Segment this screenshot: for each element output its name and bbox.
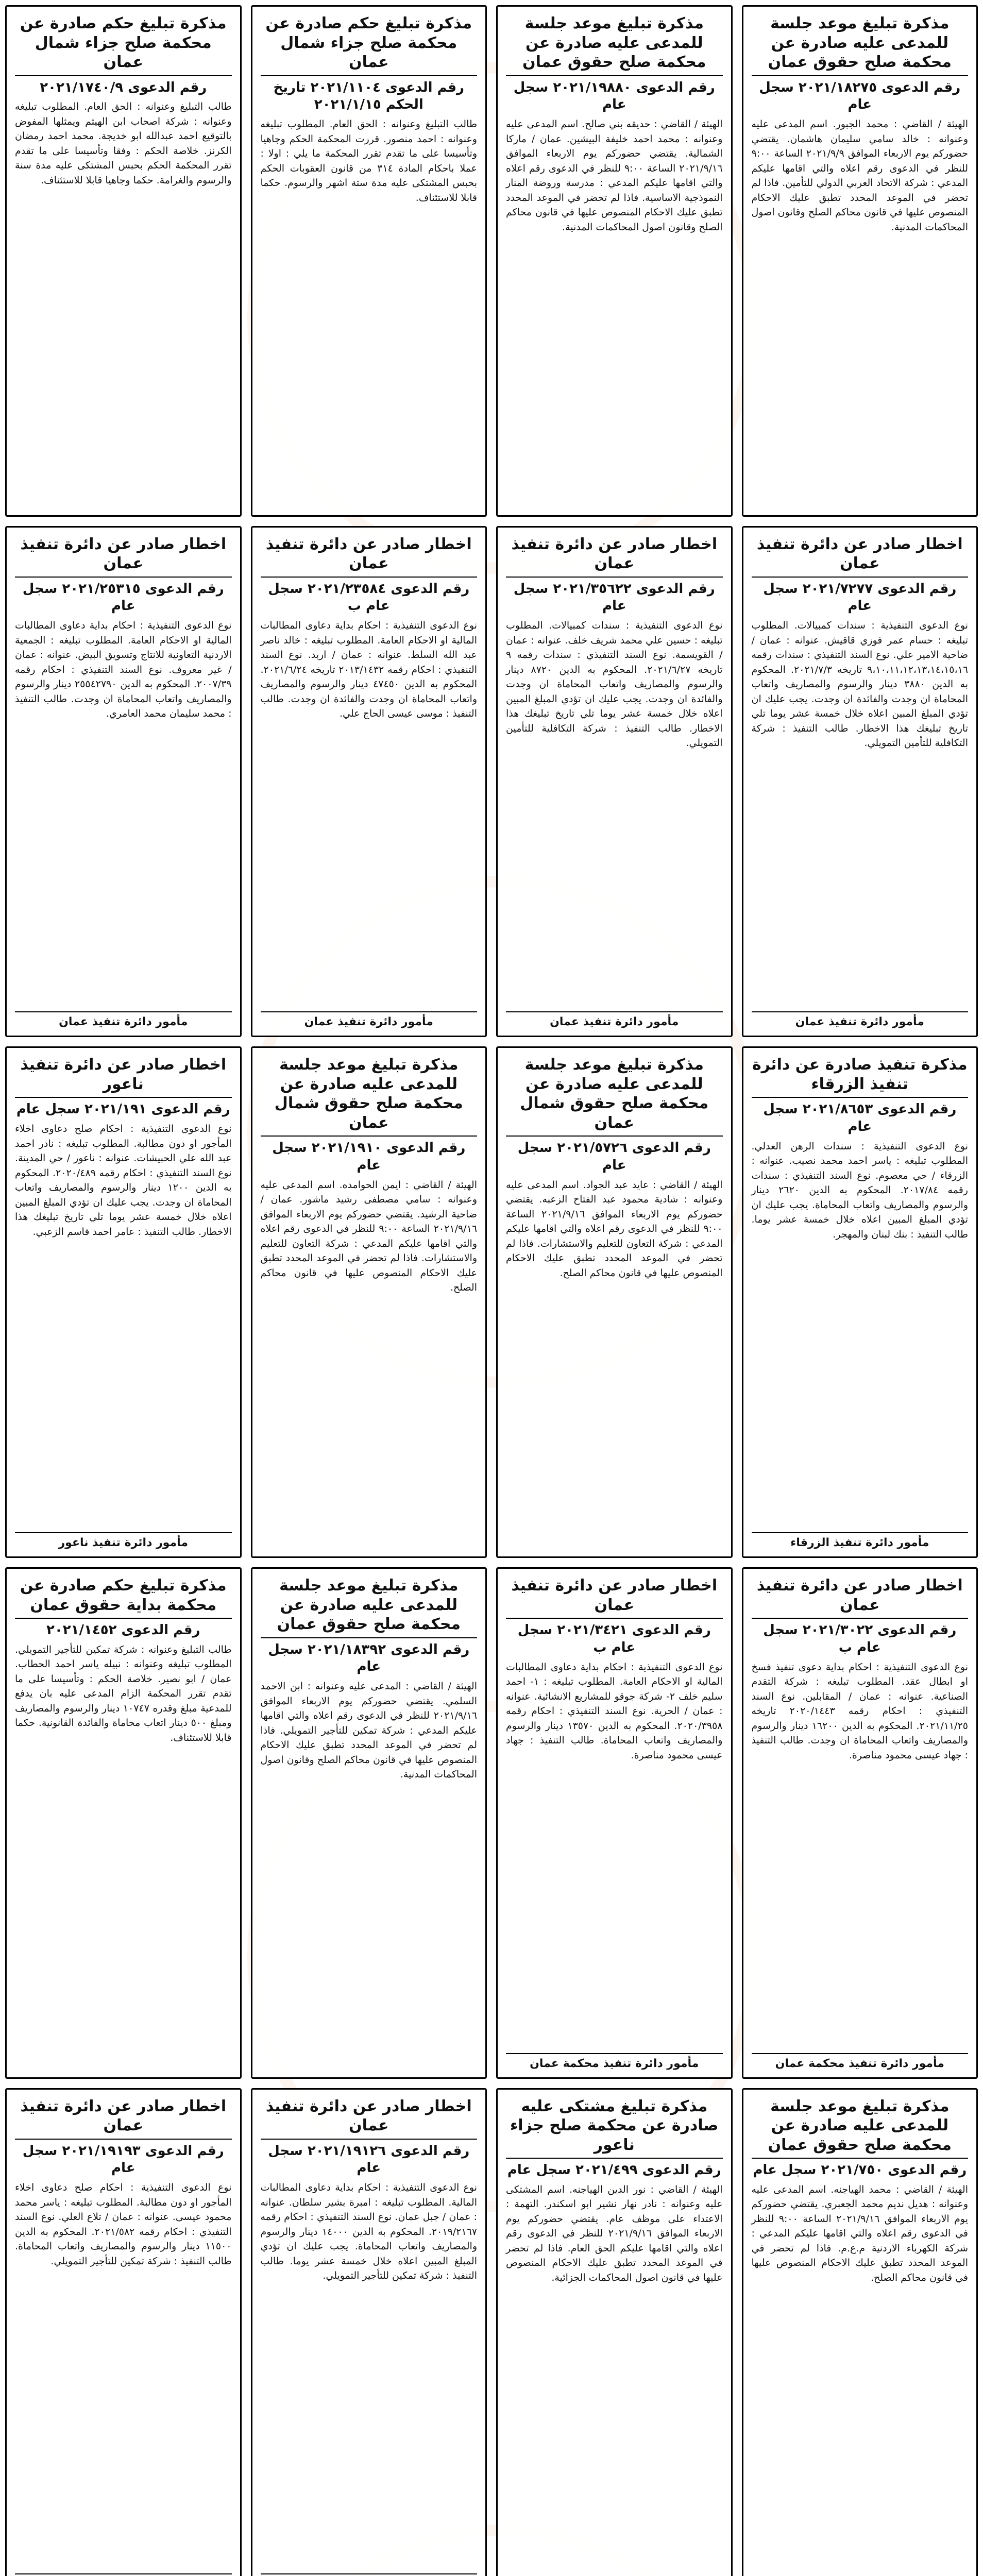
legal-notice <box>5 5 242 517</box>
notice-heading: اخطار صادر عن دائرة تنفيذ ناعور <box>15 1055 232 1098</box>
case-number: رقم الدعوى ٢٠٢١/١٨٣٩٢ سجل عام <box>268 1641 470 1675</box>
notice-body: طالب التبليغ وعنوانه : شركة تمكين للتأجير التمويلي. المطلوب تبليغه وعنوانه : نبيله ياسر احمد الحطاب. عمان / ابو نصير. خلاصة الحكم : وتأسيسا على ما تقدم تقرر المحكمة الزام المدعى عليه بان يدفع للمدعية مبلغ وقدره ١٠٧٤٧ دينار والرسوم والمصاريف ومبلغ ٥٠٠ دينار اتعاب محاماة والفائدة القانونية. حكما قابلا للاستئناف. <box>15 1643 232 1743</box>
notice-signature: مأمور دائرة تنفيذ محكمة عمان <box>752 2053 969 2070</box>
notice-heading: اخطار صادر عن دائرة تنفيذ عمان <box>506 535 723 578</box>
case-number: رقم الدعوى ٢٠٢١/١٩١٩٣ سجل عام <box>22 2143 224 2176</box>
legal-notice <box>496 526 733 1038</box>
notice-body: نوع الدعوى التنفيذية : سندات كمبيالات. المطلوب تبليغه : حسين علي محمد شريف خلف. عنوانه : عمان / القويسمة. نوع السند التنفيذي : سندات رقمه ٩ تاريخه ٢٠٢١/٦/٢٧. المحكوم به الدين ٨٧٢٠ دينار والرسوم والمصاريف واتعاب المحاماة ان وجدت والفائدة ان وجدت. يجب عليك ان تؤدي المبلغ المبين اعلاه خلال خمسة عشر يوما تلي تاريخ تبليغك هذا الاخطار. طالب التنفيذ : شركة التكافلية للتأمين التمويلي. <box>506 620 723 749</box>
legal-notice <box>251 526 487 1038</box>
case-number: رقم الدعوى ٢٠٢١/٥٧٢٦ سجل عام <box>517 1140 711 1174</box>
legal-notice <box>742 1046 978 1558</box>
notice-heading: مذكرة تبليغ مشتكى عليه صادرة عن محكمة صلح جزاء ناعور <box>506 2097 723 2159</box>
case-number: رقم الدعوى ٢٠٢١/١٩٨٨٠ سجل عام <box>513 79 715 113</box>
case-number: رقم الدعوى ٢٠٢١/١٩١٢٦ سجل عام <box>268 2143 470 2176</box>
case-number: رقم الدعوى ٢٠٢١/٣٠٢٢ سجل عام ب <box>763 1622 957 1655</box>
case-number: رقم الدعوى ٢٠٢١/١٧٤٠/٩ <box>40 79 207 95</box>
case-number: رقم الدعوى ٢٠٢١/٢٥٣١٥ سجل عام <box>22 581 224 614</box>
notice-signature: مأمور دائرة تنفيذ محكمة عمان <box>506 2053 723 2070</box>
notice-heading: مذكرة تبليغ موعد جلسة للمدعى عليه صادرة عن محكمة صلح حقوق عمان <box>261 1576 478 1638</box>
notice-body: نوع الدعوى التنفيذية : احكام صلح دعاوى اخلاء المأجور او دون مطالبة. المطلوب تبليغه : نادر احمد عبد الله علي الحبيشات. عنوانه : ناعور / حي المدينة. نوع السند التنفيذي : احكام رقمه ٢٠٢٠/٤٨٩. المحكوم به الدين ١٢٠٠ دينار والرسوم والمصاريف واتعاب المحاماة ان وجدت. يجب عليك ان تؤدي المبلغ المبين اعلاه خلال خمسة عشر يوما تلي تاريخ تبليغك هذا الاخطار. طالب التنفيذ : عامر احمد قاسم الزعبي. <box>15 1123 232 1238</box>
legal-notice <box>496 2088 733 2576</box>
case-number: رقم الدعوى ٢٠٢١/١٩١٠ سجل عام <box>272 1140 466 1174</box>
legal-notice <box>5 526 242 1038</box>
case-number: رقم الدعوى ٢٠٢١/٣٥٦٢٢ سجل عام <box>513 581 715 614</box>
notice-body: نوع الدعوى التنفيذية : احكام بداية دعاوى المطالبات المالية او الاحكام العامة. المطلوب تبليغه : الجمعية الاردنية التعاونية للانتاج وتسويق البيض. عنوانه : عمان / غير معروف. نوع السند التنفيذي : احكام رقمه ٢٠٠٧/٣٩. المحكوم به الدين ٢٥٥٤٢٧٩٠ دينار والرسوم والمصاريف واتعاب المحاماة ان وجدت. طالب التنفيذ : محمد سليمان محمد العامري. <box>15 620 232 720</box>
case-number: رقم الدعوى ٢٠٢١/٣٤٢١ سجل عام ب <box>517 1622 711 1655</box>
notice-body: نوع الدعوى التنفيذية : احكام بداية دعوى تنفيذ فسخ او ابطال عقد. المطلوب تبليغه : شركة التقدم الصناعية. عنوانه : عمان / المقابلين. نوع السند التنفيذي : احكام رقمه ٢٠٢٠/١٤٤٣ تاريخه ٢٠٢١/١١/٢٥. المحكوم به الدين ١٦٢٠٠ دينار والرسوم والمصاريف واتعاب المحاماة ان وجدت. طالب التنفيذ : جهاد عيسى محمود مناصرة. <box>751 1661 968 1761</box>
notice-heading: مذكرة تبليغ موعد جلسة للمدعى عليه صادرة عن محكمة صلح حقوق عمان <box>752 2097 969 2159</box>
legal-notice <box>251 1567 487 2079</box>
legal-notice <box>742 2088 978 2576</box>
notice-signature: مأمور دائرة تنفيذ ناعور <box>15 1532 232 1549</box>
case-number: رقم الدعوى ٢٠٢١/١٤٥٢ <box>46 1622 200 1638</box>
notice-heading: اخطار صادر عن دائرة تنفيذ عمان <box>15 2097 232 2140</box>
notice-body: الهيئة / القاضي : ايمن الحوامده. اسم المدعى عليه وعنوانه : سامي مصطفى رشيد ماشور. عمان / ضاحية الرشيد. يقتضي حضوركم يوم الاربعاء الموافق ٢٠٢١/٩/١٦ الساعة ٩:٠٠ للنظر في الدعوى رقم اعلاه والتي اقامها عليكم المدعي : شركة التعاون للتعليم والاستشارات. فاذا لم تحضر في الموعد المحدد تطبق عليك الاحكام المنصوص عليها في قانون محاكم الصلح. <box>260 1179 477 1294</box>
notice-heading: مذكرة تبليغ موعد جلسة للمدعى عليه صادرة عن محكمة صلح حقوق شمال عمان <box>261 1055 478 1137</box>
notice-body: الهيئة / القاضي : محمد الجبور. اسم المدعى عليه وعنوانه : خالد سامي سليمان هاشمان. يقتضي حضوركم يوم الاربعاء الموافق ٢٠٢١/٩/٩ الساعة ٩:٠٠ للنظر في الدعوى رقم اعلاه والتي اقامها عليكم المدعي : شركة الاتحاد العربي الدولي للتأمين. فاذا لم تحضر في الموعد المحدد تطبق عليك الاحكام المنصوص عليها في قانون محاكم الصلح وقانون اصول المحاكمات المدنية. <box>751 118 968 233</box>
case-number: رقم الدعوى ٢٠٢١/١١٠٤ تاريخ الحكم ٢٠٢١/١/١٥ <box>273 79 465 113</box>
notice-body: طالب التبليغ وعنوانه : الحق العام. المطلوب تبليغه وعنوانه : احمد منصور. قررت المحكمة الحكم وجاهيا وتأسيسا على ما تقدم تقرر المحكمة ما يلي : اولا : عملا باحكام المادة ٣١٤ من قانون العقوبات الحكم بحبس المشتكى عليه مدة ستة اشهر والرسوم. حكما قابلا للاستئناف. <box>260 118 477 204</box>
legal-notice <box>251 1046 487 1558</box>
notice-signature: مأمور دائرة تنفيذ عمان <box>15 1011 232 1028</box>
legal-notice <box>742 5 978 517</box>
notice-signature <box>261 2573 478 2576</box>
notice-heading: اخطار صادر عن دائرة تنفيذ عمان <box>15 535 232 578</box>
legal-notice <box>496 1046 733 1558</box>
notice-body: نوع الدعوى التنفيذية : احكام بداية دعاوى المطالبات المالية او الاحكام العامة. المطلوب تبليغه : ١- احمد سليم خلف ٢- شركة جوقو للمشاريع الانشائية. عنوانه : عمان / الحرية. نوع السند التنفيذي : احكام رقمه ٢٠٢٠/٣٩٥٨. المحكوم به الدين ١٣٥٧٠ دينار والرسوم والمصاريف واتعاب المحاماة. طالب التنفيذ : جهاد عيسى محمود مناصرة. <box>506 1661 723 1761</box>
case-number: رقم الدعوى ٢٠٢١/٧٢٧٧ سجل عام <box>763 581 957 614</box>
notice-body: نوع الدعوى التنفيذية : سندات كمبيالات. المطلوب تبليغه : حسام عمر فوزي قاقيش. عنوانه : عمان / ضاحية الامير علي. نوع السند التنفيذي : سندات رقمه ٩،١٠،١١،١٢،١٣،١٤،١٥،١٦ تاريخه ٢٠٢١/٧/٣. المحكوم به الدين ٣٨٨٠ دينار والرسوم والمصاريف واتعاب المحاماة ان وجدت والفائدة ان وجدت. يجب عليك ان تؤدي المبلغ المبين اعلاه خلال خمسة عشر يوما تلي تاريخ تبليغك هذا الاخطار. طالب التنفيذ : شركة التكافلية للتأمين التمويلي. <box>751 620 968 749</box>
notice-heading: مذكرة تبليغ حكم صادرة عن محكمة بداية حقوق عمان <box>15 1576 232 1619</box>
legal-notice <box>496 1567 733 2079</box>
legal-notice <box>5 2088 242 2576</box>
notice-heading: اخطار صادر عن دائرة تنفيذ عمان <box>261 535 478 578</box>
notices-grid <box>5 5 978 2576</box>
notice-signature <box>15 2573 232 2576</box>
notice-heading: مذكرة تبليغ موعد جلسة للمدعى عليه صادرة عن محكمة صلح حقوق عمان <box>752 14 969 76</box>
notice-heading: مذكرة تبليغ حكم صادرة عن محكمة صلح جزاء شمال عمان <box>261 14 478 76</box>
case-number: رقم الدعوى ٢٠٢١/٢٣٥٨٤ سجل عام ب <box>268 581 470 614</box>
legal-notice <box>742 526 978 1038</box>
notice-heading: اخطار صادر عن دائرة تنفيذ عمان <box>752 1576 969 1619</box>
notice-body: طالب التبليغ وعنوانه : الحق العام. المطلوب تبليغه وعنوانه : شركة اصحاب ابن الهيثم ويمثلها المفوض بالتوقيع احمد عبدالله ابو خديجة. محمد احمد رمضان الكرنز. خلاصة الحكم : وفقا وتأسيسا على ما تقدم تقرر المحكمة الحكم بحبس المشتكى عليه مدة سنة والرسوم والغرامة. حكما وجاهيا قابلا للاستئناف. <box>15 101 232 186</box>
notice-heading: اخطار صادر عن دائرة تنفيذ عمان <box>506 1576 723 1619</box>
notice-body: الهيئة / القاضي : عايد عبد الجواد. اسم المدعى عليه وعنوانه : شادية محمود عبد الفتاح الزعبه. يقتضي حضوركم يوم الاربعاء الموافق ٢٠٢١/٩/١٦ الساعة ٩:٠٠ للنظر في الدعوى رقم اعلاه والتي اقامها عليكم المدعي : شركة التعاون للتعليم والاستشارات. فاذا لم تحضر في الموعد المحدد تطبق عليك الاحكام المنصوص عليها في قانون محاكم الصلح. <box>506 1179 723 1279</box>
notice-heading: اخطار صادر عن دائرة تنفيذ عمان <box>752 535 969 578</box>
case-number: رقم الدعوى ٢٠٢١/١٩١ سجل عام <box>16 1101 230 1117</box>
legal-notice <box>496 5 733 517</box>
legal-notice <box>5 1046 242 1558</box>
notice-body: نوع الدعوى التنفيذية : احكام بداية دعاوى المطالبات المالية او الاحكام العامة. المطلوب تبليغه : خالد ناصر عبد الله السلط. عنوانه : عمان / اربد. نوع السند التنفيذي : احكام رقمه ٢٠١٣/١٤٣٢ تاريخه ٢٠٢١/٦/٢٤. المحكوم به الدين ٤٧٤٥٠ دينار والرسوم والمصاريف واتعاب المحاماة ان وجدت والفائدة ان وجدت. طالب التنفيذ : موسى عيسى الحاج علي. <box>260 620 478 720</box>
legal-notice <box>742 1567 978 2079</box>
notice-heading: اخطار صادر عن دائرة تنفيذ عمان <box>261 2097 478 2140</box>
notice-body: الهيئة / القاضي : نور الدين الهياجنه. اسم المشتكى عليه وعنوانه : نادر نهار نشير ابو اسكندر. التهمة : الاعتداء على موظف عام. يقتضي حضوركم يوم الاربعاء الموافق ٢٠٢١/٩/١٦ للنظر في الدعوى رقم اعلاه والتي اقامها عليكم الحق العام. فاذا لم تحضر في الموعد المحدد تطبق عليك الاحكام المنصوص عليها في قانون اصول المحاكمات الجزائية. <box>506 2183 723 2283</box>
notice-signature: مأمور دائرة تنفيذ الزرقاء <box>752 1532 969 1549</box>
notice-signature: مأمور دائرة تنفيذ عمان <box>752 1011 969 1028</box>
notice-signature: مأمور دائرة تنفيذ عمان <box>261 1011 478 1028</box>
legal-notice <box>5 1567 242 2079</box>
notice-body: الهيئة / القاضي : المدعى عليه وعنوانه : ابن الاحمد السلمي. يقتضي حضوركم يوم الاربعاء الموافق ٢٠٢١/٩/١٦ للنظر في الدعوى رقم اعلاه والتي اقامها عليكم المدعي : شركة تمكين للتأجير التمويلي. فاذا لم تحضر في الموعد المحدد تطبق عليك الاحكام المنصوص عليها في قانون محاكم الصلح وقانون اصول المحاكمات المدنية. <box>260 1681 477 1781</box>
notice-heading: مذكرة تبليغ حكم صادرة عن محكمة صلح جزاء شمال عمان <box>15 14 232 76</box>
notice-heading: مذكرة تنفيذ صادرة عن دائرة تنفيذ الزرقاء <box>752 1055 969 1098</box>
notice-body: الهيئة / القاضي : محمد الهياجنه. اسم المدعى عليه وعنوانه : هديل نديم محمد الجعبري. يقتضي حضوركم يوم الاربعاء الموافق ٢٠٢١/٩/١٦ الساعة ٩:٠٠ للنظر في الدعوى رقم اعلاه والتي اقامها عليكم المدعي : شركة الكهرباء الاردنية م.ع.م. فاذا لم تحضر في الموعد المحدد تطبق عليك الاحكام المنصوص عليها في قانون محاكم الصلح. <box>751 2183 968 2283</box>
legal-notice <box>251 5 487 517</box>
case-number: رقم الدعوى ٢٠٢١/٤٩٩ سجل عام <box>507 2162 721 2178</box>
case-number: رقم الدعوى ٢٠٢١/٧٥٠ سجل عام <box>753 2162 967 2178</box>
notice-body: نوع الدعوى التنفيذية : سندات الرهن العدلي. المطلوب تبليغه : ياسر احمد محمد نصيب. عنوانه : الزرقاء / حي معصوم. نوع السند التنفيذي : سندات رقمه ٢٠١٧/٨٤. المحكوم به الدين ٢٦٢٠ دينار والرسوم والمصاريف واتعاب المحاماة. يجب عليك ان تؤدي المبلغ المبين اعلاه خلال خمسة عشر يوما. طالب التنفيذ : بنك لبنان والمهجر. <box>751 1140 968 1240</box>
notice-body: نوع الدعوى التنفيذية : احكام صلح دعاوى اخلاء المأجور او دون مطالبة. المطلوب تبليغه : ياسر محمد محمود عيسى. عنوانه : عمان / تلاع العلي. نوع السند التنفيذي : احكام رقمه ٢٠٢١/٥٨٢. المحكوم به الدين ١١٥٠٠ دينار والرسوم والمصاريف واتعاب المحاماة. طالب التنفيذ : شركة تمكين للتأجير التمويلي. <box>15 2182 232 2267</box>
notice-body: الهيئة / القاضي : حديقه بني صالح. اسم المدعى عليه وعنوانه : محمد احمد خليفة البيشين. عمان / ماركا الشمالية. يقتضي حضوركم يوم الاربعاء الموافق ٢٠٢١/٩/١٦ الساعة ٩:٠٠ للنظر في الدعوى رقم اعلاه والتي اقامها عليكم المدعي : مدرسة وروضة المنار النموذجية الاساسية. فاذا لم تحضر في الموعد المحدد تطبق عليك الاحكام المنصوص عليها في قانون محاكم الصلح وقانون اصول المحاكمات المدنية. <box>506 118 723 233</box>
case-number: رقم الدعوى ٢٠٢١/١٨٢٧٥ سجل عام <box>759 79 961 113</box>
legal-notice <box>251 2088 487 2576</box>
notice-body: نوع الدعوى التنفيذية : احكام بداية دعاوى المطالبات المالية. المطلوب تبليغه : امبرة بشير سلطان. عنوانه : عمان / جبل عمان. نوع السند التنفيذي : احكام رقمه ٢٠١٩/٢١٦٧. المحكوم به الدين ١٤٠٠٠ دينار والرسوم والمصاريف واتعاب المحاماة. يجب عليك ان تؤدي المبلغ المبين اعلاه خلال خمسة عشر يوما. طالب التنفيذ : شركة تمكين للتأجير التمويلي. <box>260 2182 477 2282</box>
notice-signature: مأمور دائرة تنفيذ عمان <box>506 1011 723 1028</box>
notice-heading: مذكرة تبليغ موعد جلسة للمدعى عليه صادرة عن محكمة صلح حقوق عمان <box>506 14 723 76</box>
notice-heading: مذكرة تبليغ موعد جلسة للمدعى عليه صادرة عن محكمة صلح حقوق شمال عمان <box>506 1055 723 1137</box>
case-number: رقم الدعوى ٢٠٢١/٨٦٥٣ سجل عام <box>763 1101 957 1135</box>
